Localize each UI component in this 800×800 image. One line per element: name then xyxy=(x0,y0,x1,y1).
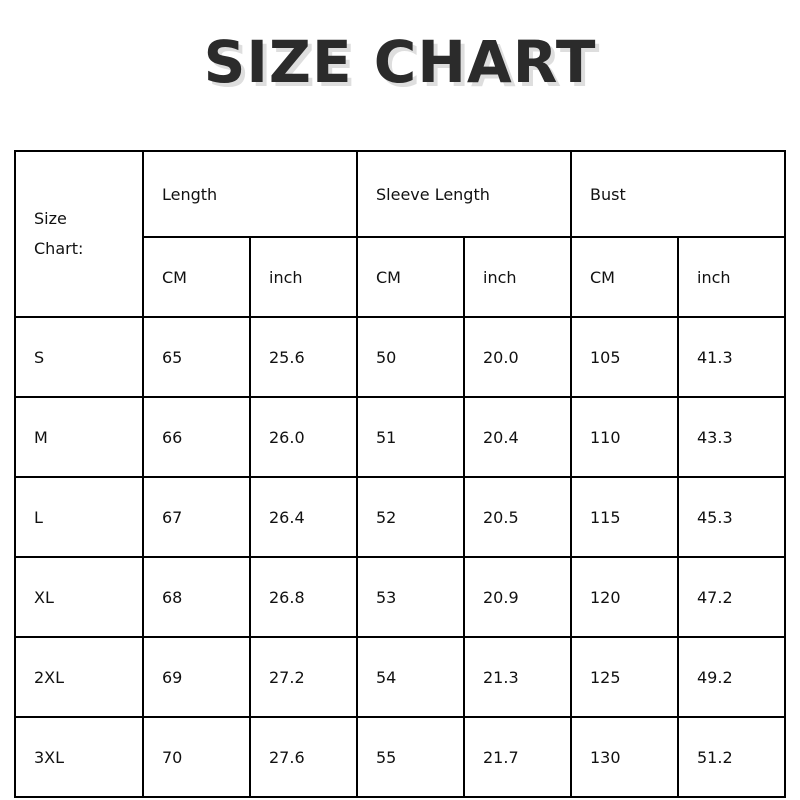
cell-sleeve-cm: 55 xyxy=(357,717,464,797)
cell-sleeve-cm: 50 xyxy=(357,317,464,397)
cell-sleeve-inch: 20.9 xyxy=(464,557,571,637)
cell-length-inch: 26.4 xyxy=(250,477,357,557)
cell-sleeve-inch: 20.5 xyxy=(464,477,571,557)
unit-header-bust-inch: inch xyxy=(678,237,785,317)
unit-header-length-cm: CM xyxy=(143,237,250,317)
cell-length-cm: 69 xyxy=(143,637,250,717)
unit-header-bust-cm: CM xyxy=(571,237,678,317)
size-chart-table-container xyxy=(14,150,786,798)
size-chart-table xyxy=(14,150,786,798)
cell-bust-inch: 49.2 xyxy=(678,637,785,717)
cell-bust-inch: 43.3 xyxy=(678,397,785,477)
group-header-length: Length xyxy=(143,151,357,237)
cell-sleeve-cm: 51 xyxy=(357,397,464,477)
row-size-label: L xyxy=(15,477,143,557)
group-header-bust: Bust xyxy=(571,151,785,237)
unit-header-length-inch: inch xyxy=(250,237,357,317)
table-row xyxy=(15,717,785,797)
cell-sleeve-cm: 54 xyxy=(357,637,464,717)
table-row xyxy=(15,637,785,717)
cell-length-inch: 27.6 xyxy=(250,717,357,797)
cell-sleeve-inch: 20.0 xyxy=(464,317,571,397)
corner-label-line1: Size xyxy=(34,208,67,228)
cell-sleeve-inch: 21.7 xyxy=(464,717,571,797)
cell-length-cm: 65 xyxy=(143,317,250,397)
row-size-label: S xyxy=(15,317,143,397)
cell-length-cm: 66 xyxy=(143,397,250,477)
cell-bust-cm: 125 xyxy=(571,637,678,717)
row-size-label: 3XL xyxy=(15,717,143,797)
cell-length-inch: 26.8 xyxy=(250,557,357,637)
cell-bust-cm: 110 xyxy=(571,397,678,477)
cell-length-cm: 68 xyxy=(143,557,250,637)
unit-header-sleeve-cm: CM xyxy=(357,237,464,317)
cell-length-cm: 67 xyxy=(143,477,250,557)
unit-header-sleeve-inch: inch xyxy=(464,237,571,317)
cell-length-inch: 26.0 xyxy=(250,397,357,477)
corner-label-line2: Chart: xyxy=(34,239,84,258)
table-row xyxy=(15,397,785,477)
cell-sleeve-cm: 52 xyxy=(357,477,464,557)
row-size-label: M xyxy=(15,397,143,477)
cell-bust-inch: 41.3 xyxy=(678,317,785,397)
row-size-label: 2XL xyxy=(15,637,143,717)
row-size-label: XL xyxy=(15,557,143,637)
table-row xyxy=(15,317,785,397)
cell-bust-cm: 105 xyxy=(571,317,678,397)
cell-bust-cm: 120 xyxy=(571,557,678,637)
cell-sleeve-cm: 53 xyxy=(357,557,464,637)
cell-bust-cm: 130 xyxy=(571,717,678,797)
cell-bust-inch: 51.2 xyxy=(678,717,785,797)
cell-sleeve-inch: 20.4 xyxy=(464,397,571,477)
cell-length-inch: 27.2 xyxy=(250,637,357,717)
cell-length-inch: 25.6 xyxy=(250,317,357,397)
table-header-group-row xyxy=(15,151,785,237)
cell-length-cm: 70 xyxy=(143,717,250,797)
cell-bust-inch: 47.2 xyxy=(678,557,785,637)
cell-bust-cm: 115 xyxy=(571,477,678,557)
page-title: SIZE CHART xyxy=(203,28,597,96)
corner-label-cell xyxy=(15,151,143,317)
cell-bust-inch: 45.3 xyxy=(678,477,785,557)
group-header-sleeve-length: Sleeve Length xyxy=(357,151,571,237)
cell-sleeve-inch: 21.3 xyxy=(464,637,571,717)
table-row xyxy=(15,477,785,557)
table-row xyxy=(15,557,785,637)
